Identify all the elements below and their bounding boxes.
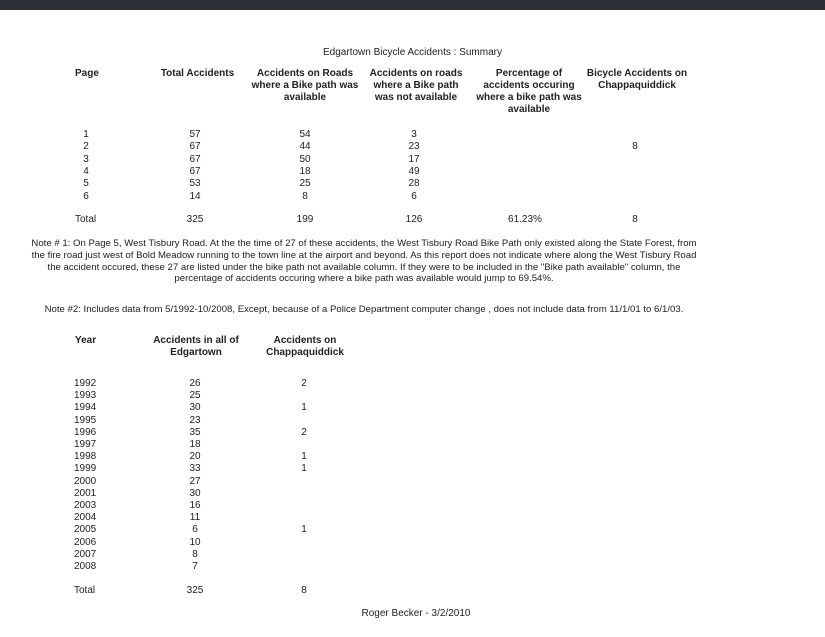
cell-bike-path-available: 44: [299, 141, 311, 153]
cell-bike-path-not-available: 6: [411, 190, 417, 202]
cell-accidents-edgartown: 33: [189, 463, 201, 475]
cell-accidents-edgartown: 23: [189, 414, 201, 426]
cell-accidents-chappaquiddick: 1: [301, 402, 307, 414]
cell-total: 67: [189, 165, 201, 177]
header-percentage: Percentage of accidents occuring where a bike path was available: [476, 68, 582, 115]
cell-accidents-edgartown: 18: [189, 439, 201, 450]
cell-year: 1996: [74, 426, 97, 438]
cell-year: 1997: [74, 439, 97, 450]
cell-accidents-edgartown: 30: [189, 487, 201, 499]
total-cell-bike-path-not-available: 126: [405, 214, 423, 225]
cell-year: 1992: [74, 378, 97, 389]
cell-bike-path-not-available: 17: [408, 153, 420, 165]
cell-accidents-edgartown: 11: [189, 512, 201, 524]
cell-chappaquiddick: 8: [632, 141, 638, 153]
cell-bike-path-available: 8: [302, 190, 308, 202]
cell-total: 67: [189, 141, 201, 153]
cell-accidents-edgartown: 35: [189, 426, 201, 438]
cell-accidents-chappaquiddick: 1: [301, 463, 307, 475]
cell-accidents-chappaquiddick: 2: [301, 378, 307, 389]
cell-year: 2003: [74, 500, 97, 511]
total-cell-accidents-edgartown: 325: [186, 585, 204, 596]
cell-page: 1: [83, 129, 89, 140]
header-chappaquiddick: Bicycle Accidents on Chappaquiddick: [586, 68, 688, 91]
cell-bike-path-available: 18: [299, 165, 311, 177]
cell-accidents-edgartown: 10: [189, 536, 201, 548]
total-cell-percentage: 61.23%: [508, 214, 542, 225]
cell-bike-path-available: 25: [299, 178, 311, 190]
header-bike-path-not-available: Accidents on roads where a Bike path was not available: [369, 68, 463, 103]
cell-year: 1998: [74, 451, 97, 463]
header-accidents-edgartown: Accidents in all of Edgartown: [153, 335, 239, 358]
cell-accidents-edgartown: 7: [192, 561, 198, 572]
cell-bike-path-not-available: 28: [408, 178, 420, 190]
cell-year: 1999: [74, 463, 97, 475]
cell-year: 2007: [74, 548, 97, 560]
cell-year: 2005: [74, 524, 97, 536]
cell-total: 57: [189, 129, 201, 140]
cell-bike-path-not-available: 23: [408, 141, 420, 153]
header-total-accidents: Total Accidents: [160, 68, 235, 79]
cell-year: 2008: [74, 561, 97, 572]
cell-accidents-edgartown: 16: [189, 500, 201, 511]
cell-accidents-edgartown: 30: [189, 402, 201, 414]
cell-year: 1995: [74, 414, 97, 426]
cell-page: 3: [83, 153, 89, 165]
total-cell-bike-path-available: 199: [296, 214, 314, 225]
cell-accidents-chappaquiddick: 1: [301, 524, 307, 536]
total-cell-total: 325: [186, 214, 204, 225]
cell-year: 2000: [74, 475, 97, 487]
cell-accidents-edgartown: 27: [189, 475, 201, 487]
cell-year: 1994: [74, 402, 97, 414]
cell-page: 2: [83, 141, 89, 153]
document-title: Edgartown Bicycle Accidents : Summary: [323, 47, 502, 58]
cell-total: 67: [189, 153, 201, 165]
total-cell-chappaquiddick: 8: [632, 214, 638, 225]
cell-accidents-edgartown: 8: [192, 548, 198, 560]
cell-bike-path-available: 54: [299, 129, 311, 140]
total-cell-accidents-chappaquiddick: 8: [301, 585, 307, 596]
cell-year: 2004: [74, 512, 97, 524]
cell-bike-path-not-available: 49: [408, 165, 420, 177]
cell-year: 1993: [74, 390, 97, 402]
cell-year: 2001: [74, 487, 97, 499]
cell-total: 14: [189, 190, 201, 202]
cell-total: 53: [189, 178, 201, 190]
cell-accidents-edgartown: 20: [189, 451, 201, 463]
footer-author-date: Roger Becker - 3/2/2010: [361, 608, 471, 619]
total-cell-year: Total: [74, 585, 96, 596]
cell-bike-path-not-available: 3: [411, 129, 417, 140]
cell-accidents-edgartown: 25: [189, 390, 201, 402]
cell-accidents-chappaquiddick: 2: [301, 426, 307, 438]
cell-accidents-edgartown: 6: [192, 524, 198, 536]
scan-top-border: [0, 0, 825, 10]
note-1: Note # 1: On Page 5, West Tisbury Road. At the the time of 27 of these accidents, the West Tisbury Road Bike Path only existed along the State Forest, from the fire road just west of Bold Meadow running to the town line at the airport and beyond. As this report does not indicate where along the West Tisbury Road the accident occured, these 27 are listed under the bike path not available column. If they were to be included in the "Bike path available" column, the percentage of accidents occuring where a bike path was available would jump to 69.54%.: [31, 238, 697, 285]
header-year: Year: [75, 335, 97, 346]
total-cell-page: Total: [75, 214, 97, 225]
cell-page: 5: [83, 178, 89, 190]
cell-accidents-edgartown: 26: [189, 378, 201, 389]
cell-year: 2006: [74, 536, 97, 548]
cell-bike-path-available: 50: [299, 153, 311, 165]
cell-accidents-chappaquiddick: 1: [301, 451, 307, 463]
header-page: Page: [75, 68, 99, 79]
header-accidents-chappaquiddick: Accidents on Chappaquiddick: [266, 335, 344, 358]
header-bike-path-available: Accidents on Roads where a Bike path was available: [251, 68, 359, 103]
note-2: Note #2: Includes data from 5/1992-10/2008, Except, because of a Police Department computer change , does not include data from 11/1/01 to 6/1/03.: [44, 304, 684, 315]
cell-page: 4: [83, 165, 89, 177]
cell-page: 6: [83, 190, 89, 202]
